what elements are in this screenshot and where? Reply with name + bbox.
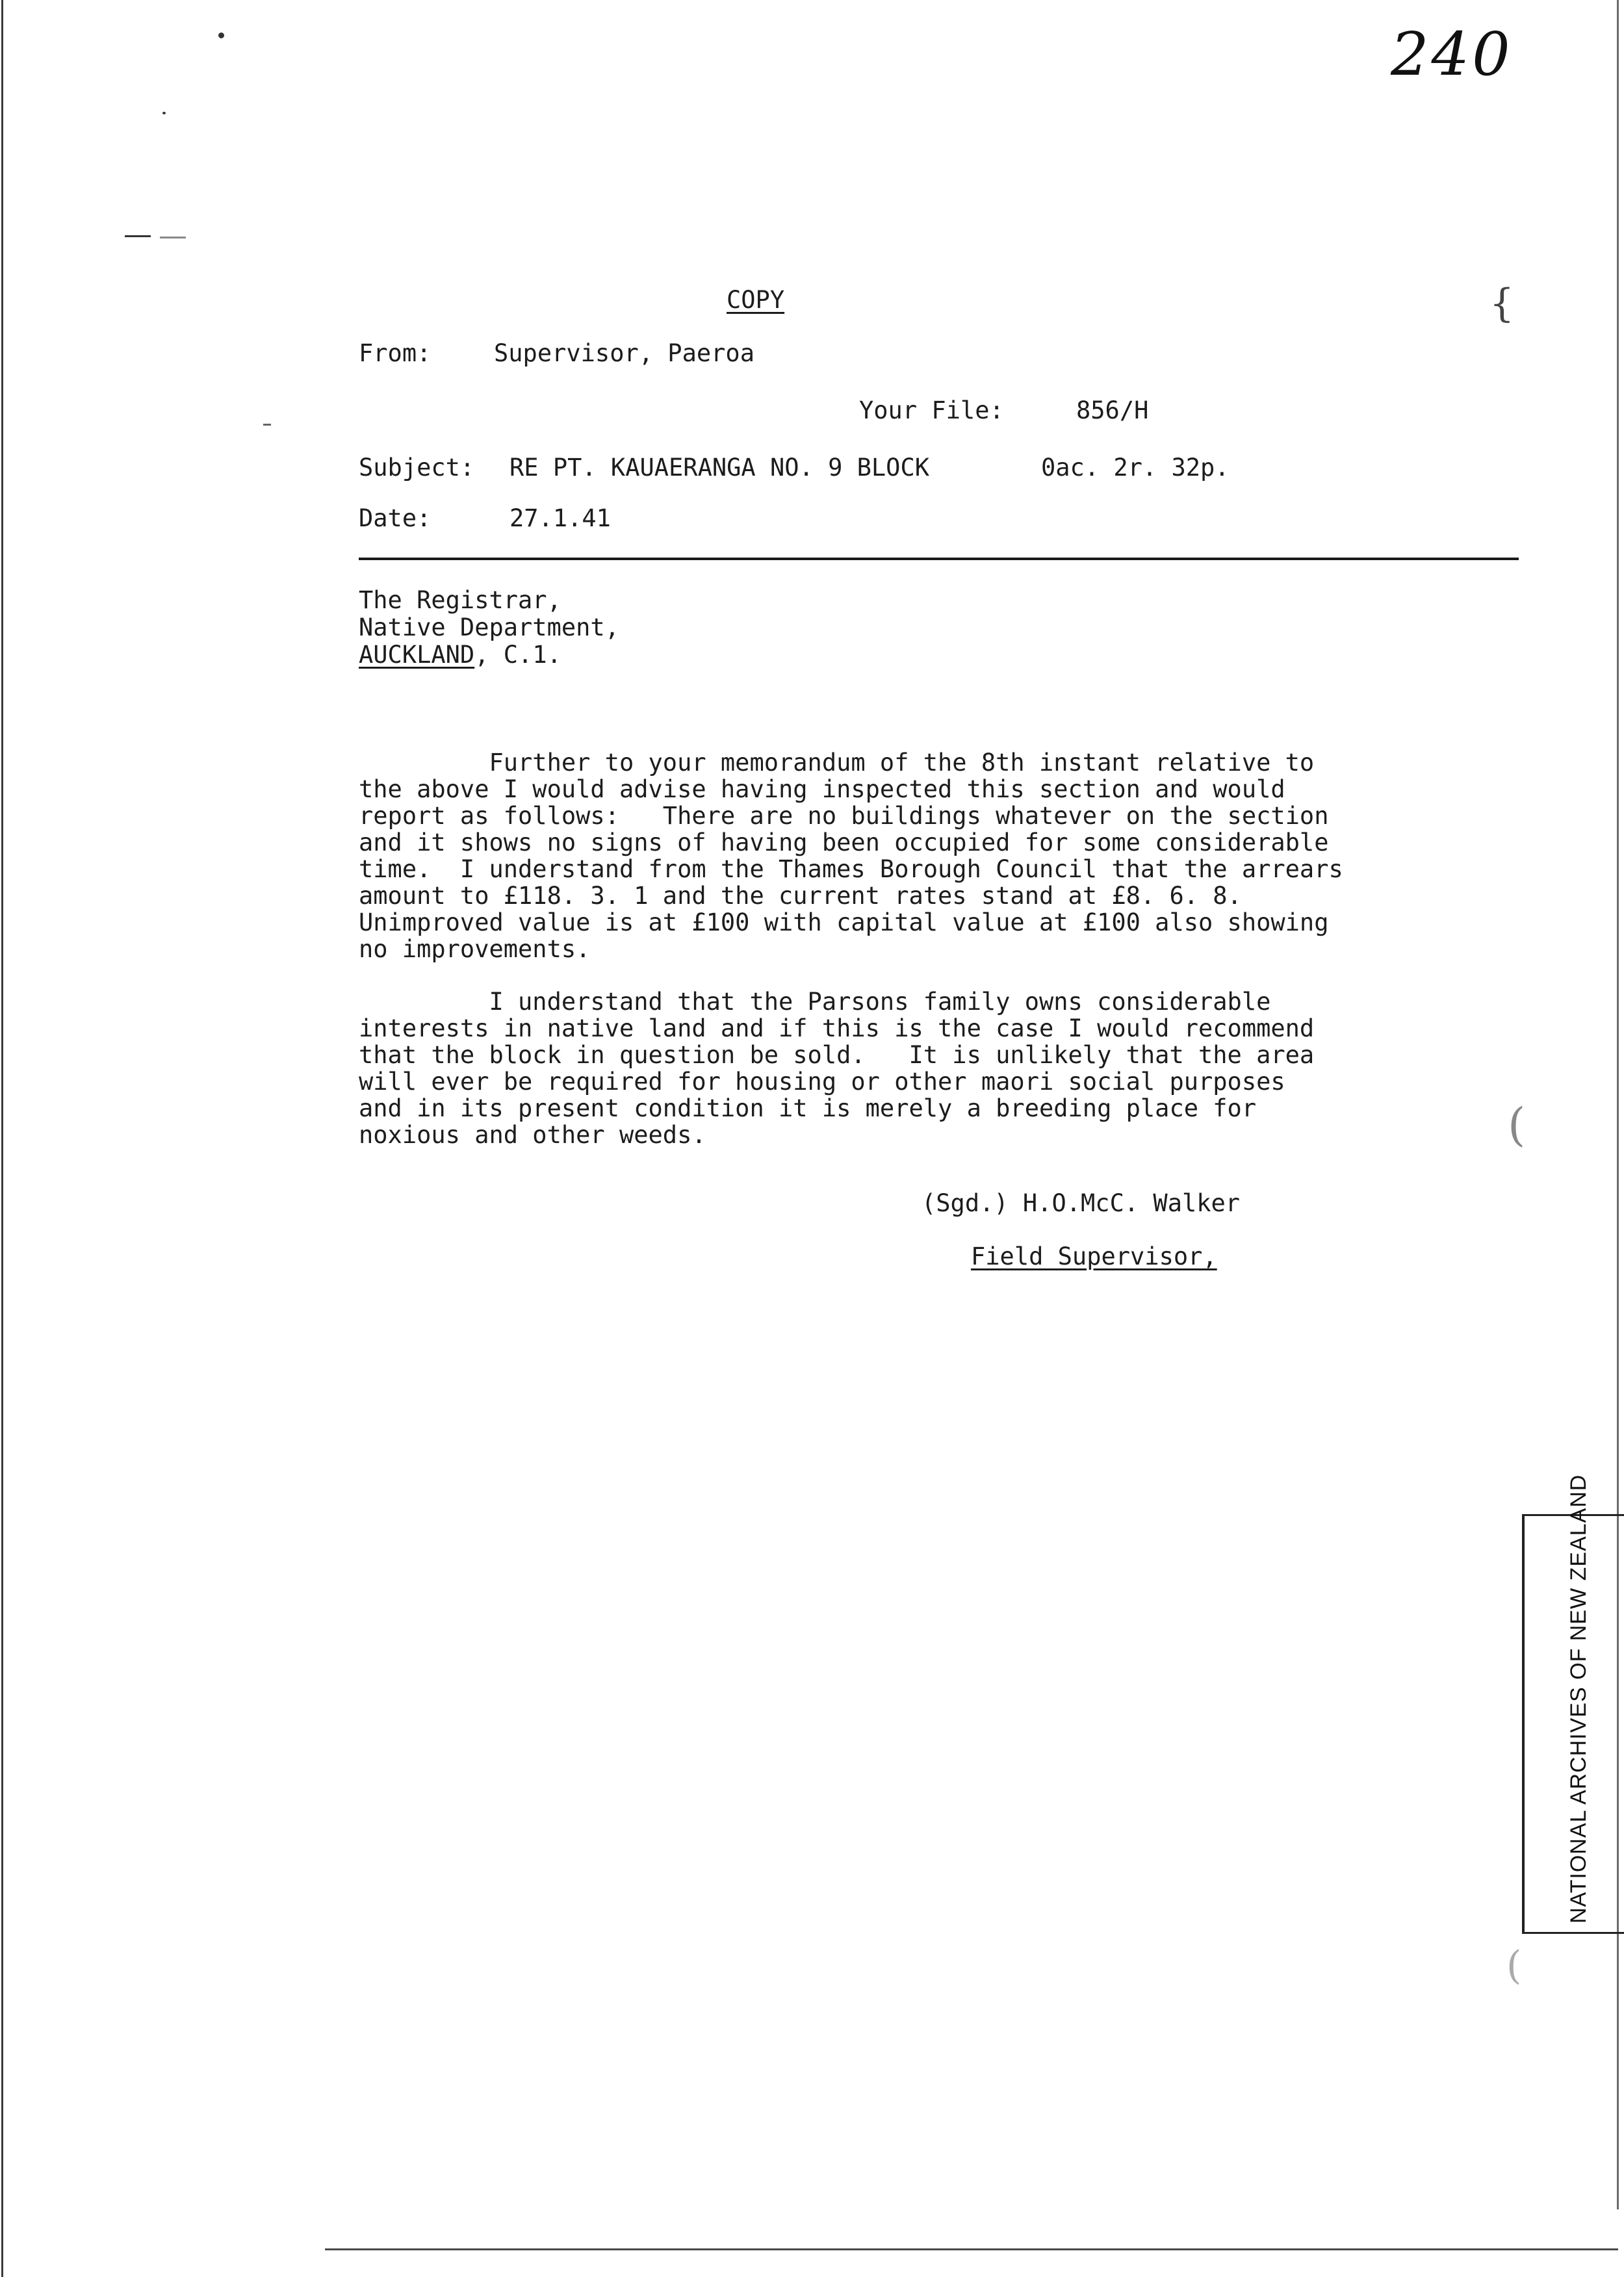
signature-title: Field Supervisor, (971, 1242, 1217, 1270)
addressee-city-line (359, 641, 561, 669)
from-value: Supervisor, Paeroa (494, 339, 754, 367)
date-value: 27.1.41 (509, 504, 611, 532)
paragraph-line: noxious and other weeds. (359, 1121, 706, 1149)
addressee-postal: , C.1. (474, 641, 561, 669)
paragraph-line: and it shows no signs of having been occupied for some considerable (359, 829, 1329, 856)
scan-edge-left (1, 0, 3, 2277)
your-file-value: 856/H (1076, 396, 1149, 424)
margin-bracket-mark: { (1489, 281, 1515, 326)
signature: (Sgd.) H.O.McC. Walker (922, 1189, 1241, 1217)
date-label: Date: (359, 504, 432, 532)
paragraph-line: interests in native land and if this is the case I would recommend (359, 1014, 1315, 1042)
paragraph-line: time. I understand from the Thames Borough Council that the arrears (359, 855, 1343, 883)
paragraph-line: and in its present condition it is merely a breeding place for (359, 1094, 1257, 1122)
scan-dash (263, 424, 271, 426)
scan-dash (160, 237, 186, 238)
scan-edge-bottom (325, 2248, 1618, 2250)
paragraph-line: no improvements. (359, 935, 591, 963)
subject-area: 0ac. 2r. 32p. (1041, 454, 1230, 482)
paragraph-line: Further to your memorandum of the 8th instant relative to (359, 749, 1315, 777)
subject-value: RE PT. KAUAERANGA NO. 9 BLOCK (509, 454, 930, 482)
copy-heading: COPY (727, 286, 785, 314)
header-rule (359, 558, 1519, 560)
scan-speck (218, 32, 224, 38)
scan-dash (125, 235, 151, 237)
margin-bracket-mark: ( (1506, 1943, 1522, 1988)
archives-stamp-text: NATIONAL ARCHIVES OF NEW ZEALAND (1566, 1474, 1591, 1923)
paragraph-line: that the block in question be sold. It is unlikely that the area (359, 1041, 1315, 1069)
paragraph-line: the above I would advise having inspected this section and would (359, 775, 1285, 803)
from-label: From: (359, 339, 432, 367)
paragraph-line: I understand that the Parsons family owns considerable (359, 988, 1271, 1016)
paragraph-2 (359, 962, 1314, 1202)
addressee-line1: The Registrar, (359, 586, 561, 614)
paragraph-line: will ever be required for housing or other maori social purposes (359, 1068, 1285, 1096)
subject-label: Subject: (359, 454, 475, 482)
page-number: 240 (1391, 19, 1513, 89)
paragraph-line: amount to £118. 3. 1 and the current rates stand at £8. 6. 8. (359, 882, 1242, 910)
your-file-label: Your File: (859, 396, 1004, 424)
margin-bracket-mark: ( (1508, 1098, 1526, 1151)
paragraph-line: Unimproved value is at £100 with capital value at £100 also showing (359, 908, 1329, 936)
addressee-line2: Native Department, (359, 613, 619, 641)
paragraph-line: report as follows: There are no buildings whatever on the section (359, 802, 1329, 830)
addressee-city: AUCKLAND (359, 641, 475, 669)
scan-speck (162, 112, 166, 114)
